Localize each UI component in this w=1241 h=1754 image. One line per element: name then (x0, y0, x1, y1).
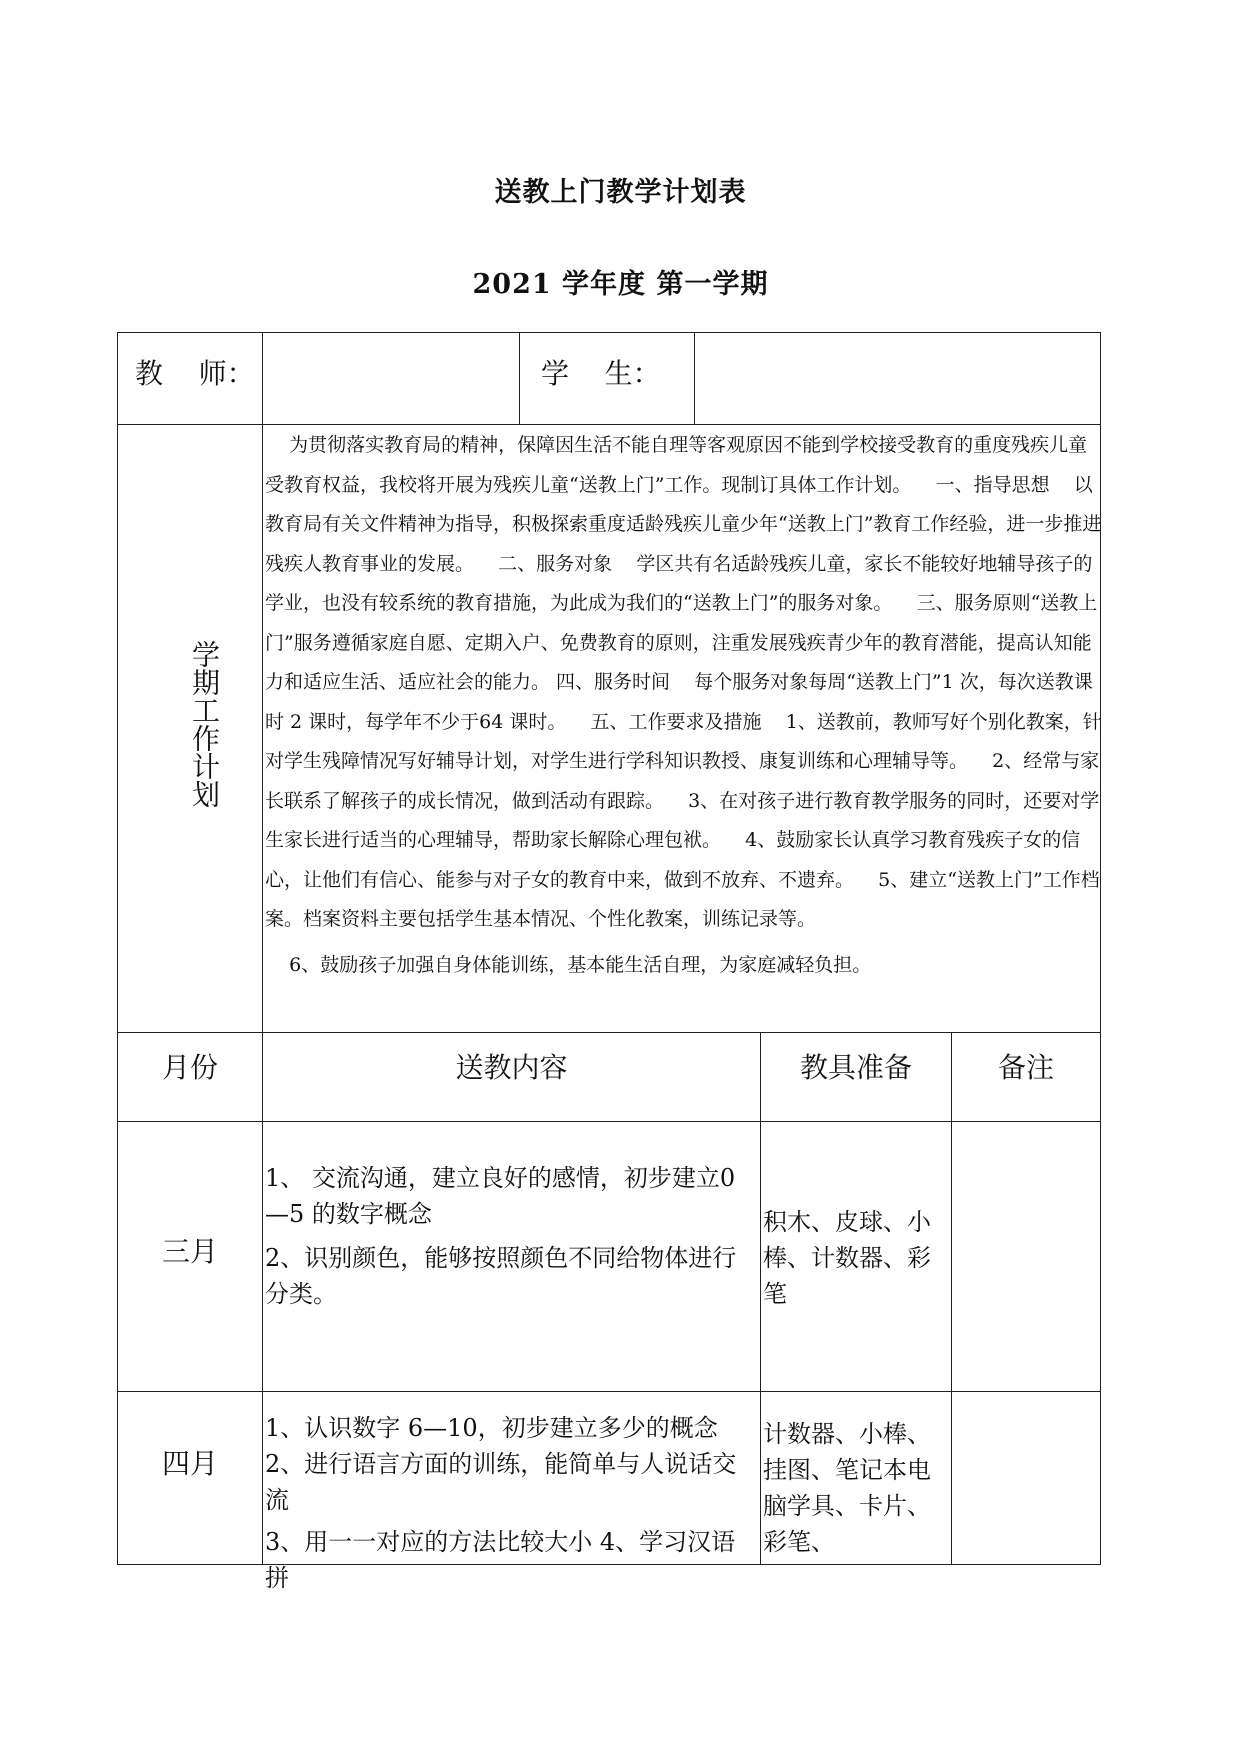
plan-text (265, 426, 1103, 1030)
row-content-april-1: 1、认识数字 6—10，初步建立多少的概念 2、进行语言方面的训练，能简单与人说话交流 (265, 1414, 737, 1514)
row-content-march-2: 2、识别颜色，能够按照颜色不同给物体进行分类。 (265, 1244, 737, 1308)
header-content: 送教内容 (455, 1051, 568, 1084)
row-content-april-2: 3、用一一对应的方法比较大小 4、学习汉语拼 (265, 1528, 736, 1592)
plan-label: 学期工作计划 (188, 640, 221, 808)
row-content-march-1: 1、 交流沟通，建立良好的感情，初步建立0—5 的数字概念 (265, 1164, 736, 1228)
header-tools: 教具准备 (799, 1051, 912, 1084)
plan-paragraph-2: 6、鼓励孩子加强自身体能训练，基本能生活自理，为家庭减轻负担。 (265, 953, 872, 976)
document-subtitle: 2021 学年度 第一学期 (472, 269, 769, 300)
row-tools-march: 积木、皮球、小棒、计数器、彩笔 (763, 1208, 931, 1308)
plan-paragraph-1: 为贯彻落实教育局的精神，保障因生活不能自理等客观原因不能到学校接受教育的重度残疾儿童受教育权益，我校将开展为残疾儿童“送教上门”工作。现制订具体工作计划。 一、指导思想 以教育局有关文件精神为指导，积极探索重度适龄残疾儿童少年“送教上门”教育工作经验，进一步推进残疾人教育事业的发展。 二、服务对象 学区共有名适龄残疾儿童，家长不能较好地辅导孩子的学业，也没有较系统的教育措施，为此成为我们的“送教上门”的服务对象。 三、服务原则“送教上门”服务遵循家庭自愿、定期入户、免费教育的原则，注重发展残疾青少年的教育潜能，提高认知能力和适应生活、适应社会的能力。 四、服务时间 每个服务对象每周“送教上门”1 次，每次送教课时 2 课时，每学年不少于64 课时。 五、工作要求及措施 1、送教前，教师写好个别化教案，针对学生残障情况写好辅导计划，对学生进行学科知识教授、康复训练和心理辅导等。 2、经常与家长联系了解孩子的成长情况，做到活动有跟踪。 3、在对孩子进行教育教学服务的同时，还要对学生家长进行适当的心理辅导，帮助家长解除心理包袱。 4、鼓励家长认真学习教育残疾子女的信心，让他们有信心、能参与对子女的教育中来，做到不放弃、不遗弃。 5、建立“送教上门”工作档案。档案资料主要包括学生基本情况、个性化教案，训练记录等。 (265, 434, 1102, 930)
row-content-march (265, 1160, 758, 1312)
row-tools-april: 计数器、小棒、挂图、笔记本电脑学具、卡片、彩笔、 (763, 1420, 931, 1556)
teacher-label: 教 师： (135, 357, 255, 390)
header-note: 备注 (997, 1051, 1054, 1084)
document-title: 送教上门教学计划表 (494, 177, 747, 208)
row-month-march: 三月 (161, 1235, 218, 1268)
row-content-april (265, 1410, 758, 1592)
header-month: 月份 (161, 1051, 218, 1084)
row-month-april: 四月 (161, 1447, 218, 1480)
student-label: 学 生： (541, 357, 661, 390)
